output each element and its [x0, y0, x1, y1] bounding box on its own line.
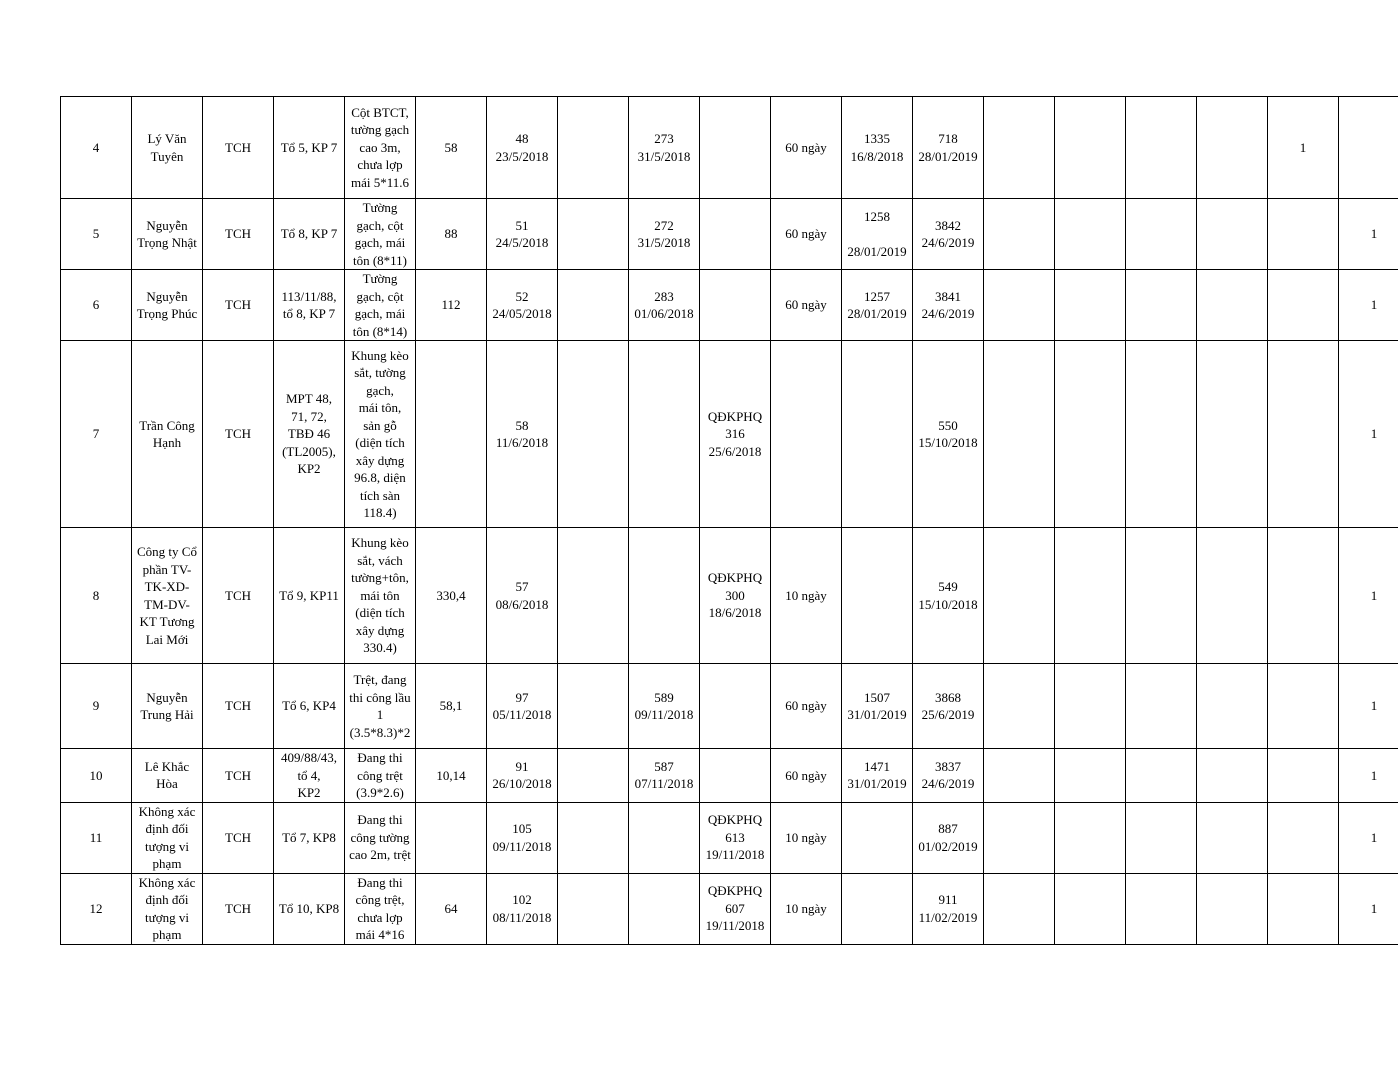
cell-text: QĐKPHQ 300 18/6/2018 [707, 570, 763, 621]
table-row [61, 341, 1398, 528]
cell-text: 11 [89, 829, 103, 845]
table-cell [700, 270, 771, 341]
table-cell [1268, 749, 1339, 803]
table-cell [274, 749, 345, 803]
cell-text: 272 31/5/2018 [637, 217, 691, 250]
table-cell [345, 341, 416, 528]
table-cell [913, 528, 984, 664]
table-cell [416, 749, 487, 803]
cell-text: 9 [92, 698, 100, 714]
table-cell [913, 97, 984, 199]
table-cell [1126, 97, 1197, 199]
table-cell [558, 199, 629, 270]
table-cell [700, 664, 771, 749]
cell-text: Công ty Cổ phần TV- TK-XD- TM-DV- KT Tương Lai Mới [137, 544, 197, 647]
violations-table [60, 96, 1398, 945]
cell-text: 1 [1370, 587, 1378, 603]
table-cell [1055, 749, 1126, 803]
cell-text: 4 [92, 139, 100, 155]
table-cell [1268, 97, 1339, 199]
table-cell [700, 341, 771, 528]
table-cell [558, 341, 629, 528]
cell-text: Không xác định đối tượng vi phạm [138, 874, 196, 942]
table-cell [1126, 528, 1197, 664]
cell-text: 88 [444, 226, 458, 242]
table-cell [629, 270, 700, 341]
table-cell [700, 873, 771, 944]
table-cell [132, 873, 203, 944]
cell-text: 57 08/6/2018 [495, 579, 549, 612]
table-cell [61, 528, 132, 664]
table-cell [132, 802, 203, 873]
table-cell [558, 802, 629, 873]
cell-text: 1 [1370, 900, 1378, 916]
table-cell [629, 97, 700, 199]
cell-text: 58,1 [439, 698, 463, 714]
table-cell [345, 873, 416, 944]
cell-text: 3837 24/6/2019 [921, 758, 975, 792]
table-cell [416, 341, 487, 528]
table-row [61, 528, 1398, 664]
table-cell [1268, 664, 1339, 749]
cell-text: 12 [89, 900, 103, 916]
table-cell [558, 97, 629, 199]
cell-text: 10 ngày [785, 900, 827, 916]
table-cell [842, 270, 913, 341]
table-cell [203, 341, 274, 528]
table-cell [984, 341, 1055, 528]
table-cell [274, 270, 345, 341]
cell-text: 58 11/6/2018 [495, 417, 549, 450]
cell-text: 887 01/02/2019 [918, 821, 978, 854]
table-cell [61, 97, 132, 199]
table-cell [842, 873, 913, 944]
table-cell [345, 664, 416, 749]
table-cell [132, 664, 203, 749]
cell-text: 5 [92, 226, 100, 242]
table-cell [913, 199, 984, 270]
cell-text: 550 15/10/2018 [918, 417, 978, 450]
cell-text: TCH [225, 587, 251, 603]
table-cell [1339, 873, 1398, 944]
table-cell [132, 749, 203, 803]
cell-text: 718 28/01/2019 [918, 131, 978, 164]
table-cell [487, 270, 558, 341]
table-row [61, 873, 1398, 944]
cell-text: Trệt, đang thi công lầu 1 (3.5*8.3)*2 [349, 672, 411, 740]
cell-text: Nguyễn Trọng Phúc [136, 288, 198, 321]
table-cell [771, 341, 842, 528]
cell-text: 10 [89, 767, 103, 783]
table-cell [771, 664, 842, 749]
table-cell [1055, 199, 1126, 270]
table-cell [203, 528, 274, 664]
table-cell [629, 664, 700, 749]
table-cell [203, 802, 274, 873]
table-cell [984, 97, 1055, 199]
table-cell [1126, 341, 1197, 528]
table-cell [1055, 873, 1126, 944]
table-cell [842, 528, 913, 664]
table-cell [1055, 270, 1126, 341]
table-cell [558, 528, 629, 664]
cell-text: Khung kèo sắt, tường gạch, mái tôn, sản gỗ (diện tích xây dựng 96.8, diện tích sàn 118.4) [351, 347, 409, 520]
cell-text: 1 [1370, 829, 1378, 845]
table-cell [1126, 802, 1197, 873]
table-cell [1339, 199, 1398, 270]
cell-text: Đang thi công tường cao 2m, trệt [349, 812, 411, 863]
table-cell [842, 97, 913, 199]
table-cell [416, 664, 487, 749]
cell-text: 6 [92, 297, 100, 313]
table-cell [1268, 270, 1339, 341]
table-cell [203, 270, 274, 341]
table-cell [1339, 341, 1398, 528]
table-cell [416, 199, 487, 270]
table-cell [1268, 873, 1339, 944]
cell-text: 1 [1370, 426, 1378, 442]
cell-text: 8 [92, 587, 100, 603]
table-cell [842, 199, 913, 270]
table-cell [771, 528, 842, 664]
table-cell [132, 97, 203, 199]
table-cell [984, 749, 1055, 803]
table-cell [1197, 802, 1268, 873]
table-cell [700, 199, 771, 270]
cell-text: Tổ 5, KP 7 [280, 139, 338, 155]
table-cell [700, 97, 771, 199]
cell-text: 10 ngày [785, 587, 827, 603]
cell-text: 52 24/05/2018 [492, 288, 552, 321]
table-cell [203, 97, 274, 199]
table-cell [1268, 341, 1339, 528]
cell-text: 58 [444, 139, 458, 155]
table-cell [842, 341, 913, 528]
table-cell [842, 749, 913, 803]
table-row [61, 749, 1398, 803]
cell-text: TCH [225, 767, 251, 783]
cell-text: 409/88/43, tổ 4, KP2 [281, 750, 337, 800]
table-cell [203, 873, 274, 944]
cell-text: Trần Công Hạnh [139, 417, 195, 450]
table-cell [913, 873, 984, 944]
table-cell [345, 802, 416, 873]
cell-text: 1 [1370, 767, 1378, 783]
cell-text: Khung kèo sắt, vách tường+tôn, mái tôn (diện tích xây dựng 330.4) [351, 535, 409, 656]
table-cell [1197, 270, 1268, 341]
cell-text: 64 [444, 900, 458, 916]
table-cell [1197, 199, 1268, 270]
table-cell [771, 873, 842, 944]
table-cell [61, 199, 132, 270]
cell-text: Lý Văn Tuyên [147, 131, 187, 164]
table-cell [629, 199, 700, 270]
table-cell [132, 341, 203, 528]
cell-text: 91 26/10/2018 [492, 758, 552, 792]
cell-text: Tổ 9, KP11 [279, 587, 339, 603]
table-cell [1339, 270, 1398, 341]
cell-text: 10,14 [436, 767, 466, 783]
cell-text: 60 ngày [785, 297, 827, 313]
table-cell [1126, 873, 1197, 944]
table-cell [1339, 749, 1398, 803]
table-cell [558, 749, 629, 803]
cell-text: TCH [225, 426, 251, 442]
cell-text: QĐKPHQ 607 19/11/2018 [705, 883, 765, 934]
cell-text: Tổ 10, KP8 [278, 900, 340, 916]
table-cell [416, 270, 487, 341]
table-cell [1197, 873, 1268, 944]
table-cell [1268, 528, 1339, 664]
cell-text: Tường gạch, cột gạch, mái tôn (8*14) [352, 271, 408, 339]
cell-text: 589 09/11/2018 [634, 689, 694, 722]
table-cell [1197, 97, 1268, 199]
table-cell [913, 749, 984, 803]
table-cell [132, 270, 203, 341]
cell-text: 97 05/11/2018 [492, 689, 552, 722]
table-cell [842, 802, 913, 873]
cell-text: 105 09/11/2018 [492, 821, 552, 854]
table-cell [984, 873, 1055, 944]
cell-text: Lê Khắc Hòa [144, 758, 190, 792]
table-cell [1197, 341, 1268, 528]
table-cell [1197, 749, 1268, 803]
cell-text: Đang thi công trệt, chưa lợp mái 4*16 [355, 874, 405, 942]
table-cell [1055, 528, 1126, 664]
table-cell [487, 749, 558, 803]
table-row [61, 199, 1398, 270]
table-cell [61, 270, 132, 341]
table-row [61, 802, 1398, 873]
cell-text: 1 [1370, 226, 1378, 242]
cell-text: 330,4 [436, 587, 466, 603]
table-cell [345, 528, 416, 664]
cell-text: 112 [441, 297, 461, 313]
cell-text: Không xác định đối tượng vi phạm [138, 803, 196, 871]
table-cell [1339, 528, 1398, 664]
table-cell [203, 664, 274, 749]
table-cell [487, 528, 558, 664]
table-cell [1126, 199, 1197, 270]
table-cell [61, 802, 132, 873]
table-cell [771, 802, 842, 873]
table-cell [61, 749, 132, 803]
table-cell [61, 341, 132, 528]
table-cell [61, 664, 132, 749]
table-cell [274, 802, 345, 873]
table-cell [416, 97, 487, 199]
cell-text: 1 [1370, 698, 1378, 714]
table-cell [913, 802, 984, 873]
table-cell [771, 199, 842, 270]
table-row [61, 270, 1398, 341]
table-cell [487, 341, 558, 528]
cell-text: QĐKPHQ 316 25/6/2018 [707, 408, 763, 459]
table-cell [558, 664, 629, 749]
cell-text: 1 [1370, 297, 1378, 313]
table-cell [1339, 97, 1398, 199]
table-cell [132, 199, 203, 270]
cell-text: 51 24/5/2018 [495, 217, 549, 250]
table-cell [1055, 97, 1126, 199]
cell-text: Tường gạch, cột gạch, mái tôn (8*11) [352, 200, 408, 268]
cell-text: 60 ngày [785, 698, 827, 714]
table-cell [345, 199, 416, 270]
table-cell [1126, 749, 1197, 803]
table-cell [984, 199, 1055, 270]
cell-text: TCH [225, 698, 251, 714]
table-cell [771, 270, 842, 341]
table-cell [984, 802, 1055, 873]
cell-text: 60 ngày [785, 767, 827, 783]
cell-text: 549 15/10/2018 [918, 579, 978, 612]
table-cell [274, 199, 345, 270]
cell-text: TCH [225, 226, 251, 242]
cell-text: MPT 48, 71, 72, TBĐ 46 (TL2005), KP2 [282, 391, 336, 477]
cell-text: TCH [225, 900, 251, 916]
table-cell [345, 97, 416, 199]
table-cell [274, 528, 345, 664]
table-cell [487, 97, 558, 199]
cell-text: 3842 24/6/2019 [921, 217, 975, 250]
table-cell [1197, 664, 1268, 749]
table-cell [771, 749, 842, 803]
table-cell [1268, 802, 1339, 873]
table-cell [700, 802, 771, 873]
cell-text: Tổ 8, KP 7 [280, 226, 338, 242]
table-cell [700, 749, 771, 803]
table-cell [1126, 270, 1197, 341]
cell-text: 587 07/11/2018 [634, 758, 694, 792]
table-cell [1339, 664, 1398, 749]
table-cell [1126, 664, 1197, 749]
cell-text: 3868 25/6/2019 [921, 689, 975, 722]
cell-text: Cột BTCT, tường gạch cao 3m, chưa lợp mái 5*11.6 [350, 104, 410, 190]
table-cell [416, 802, 487, 873]
table-cell [1339, 802, 1398, 873]
cell-text: TCH [225, 297, 251, 313]
cell-text: 102 08/11/2018 [492, 892, 552, 925]
table-cell [771, 97, 842, 199]
cell-text: 1 [1299, 139, 1307, 155]
cell-text: 3841 24/6/2019 [921, 288, 975, 321]
table-cell [629, 749, 700, 803]
table-cell [913, 341, 984, 528]
table-row [61, 97, 1398, 199]
cell-text: Tổ 6, KP4 [282, 698, 336, 714]
table-cell [487, 664, 558, 749]
table-cell [203, 199, 274, 270]
table-cell [629, 341, 700, 528]
table-cell [629, 802, 700, 873]
table-cell [416, 873, 487, 944]
table-cell [203, 749, 274, 803]
cell-text: 1257 28/01/2019 [847, 288, 907, 321]
table-cell [984, 270, 1055, 341]
cell-text: 60 ngày [785, 226, 827, 242]
table-cell [1055, 664, 1126, 749]
table-cell [558, 873, 629, 944]
table-cell [842, 664, 913, 749]
cell-text: Nguyễn Trọng Nhật [137, 217, 197, 250]
table-cell [274, 341, 345, 528]
cell-text: 911 11/02/2019 [918, 892, 978, 925]
cell-text: QĐKPHQ 613 19/11/2018 [705, 812, 765, 863]
cell-text: 113/11/88, tổ 8, KP 7 [281, 288, 337, 321]
cell-text: 60 ngày [785, 139, 827, 155]
table-cell [984, 528, 1055, 664]
table-cell [61, 873, 132, 944]
table-cell [984, 664, 1055, 749]
cell-text: 7 [92, 426, 100, 442]
cell-text: 1471 31/01/2019 [847, 758, 907, 792]
cell-text: 1507 31/01/2019 [847, 689, 907, 722]
table-cell [1268, 199, 1339, 270]
cell-text: Nguyễn Trung Hải [140, 689, 194, 722]
cell-text: TCH [225, 829, 251, 845]
table-cell [345, 270, 416, 341]
table-row [61, 664, 1398, 749]
cell-text: 1335 16/8/2018 [850, 131, 904, 164]
table-cell [274, 97, 345, 199]
table-cell [487, 802, 558, 873]
cell-text: Đang thi công trệt (3.9*2.6) [356, 750, 404, 800]
table-cell [913, 664, 984, 749]
table-cell [345, 749, 416, 803]
table-cell [274, 664, 345, 749]
cell-text: 10 ngày [785, 829, 827, 845]
table-cell [416, 528, 487, 664]
cell-text: 283 01/06/2018 [634, 288, 694, 321]
table-cell [629, 528, 700, 664]
cell-text: 273 31/5/2018 [637, 131, 691, 164]
table-cell [274, 873, 345, 944]
table-cell [629, 873, 700, 944]
table-cell [132, 528, 203, 664]
table-cell [487, 199, 558, 270]
table-cell [487, 873, 558, 944]
table-cell [1055, 802, 1126, 873]
table-cell [913, 270, 984, 341]
table-cell [1197, 528, 1268, 664]
table-cell [558, 270, 629, 341]
cell-text: Tổ 7, KP8 [282, 829, 336, 845]
table-cell [700, 528, 771, 664]
cell-text: TCH [225, 139, 251, 155]
cell-text: 48 23/5/2018 [495, 131, 549, 164]
cell-text: 1258 28/01/2019 [847, 208, 907, 259]
table-cell [1055, 341, 1126, 528]
